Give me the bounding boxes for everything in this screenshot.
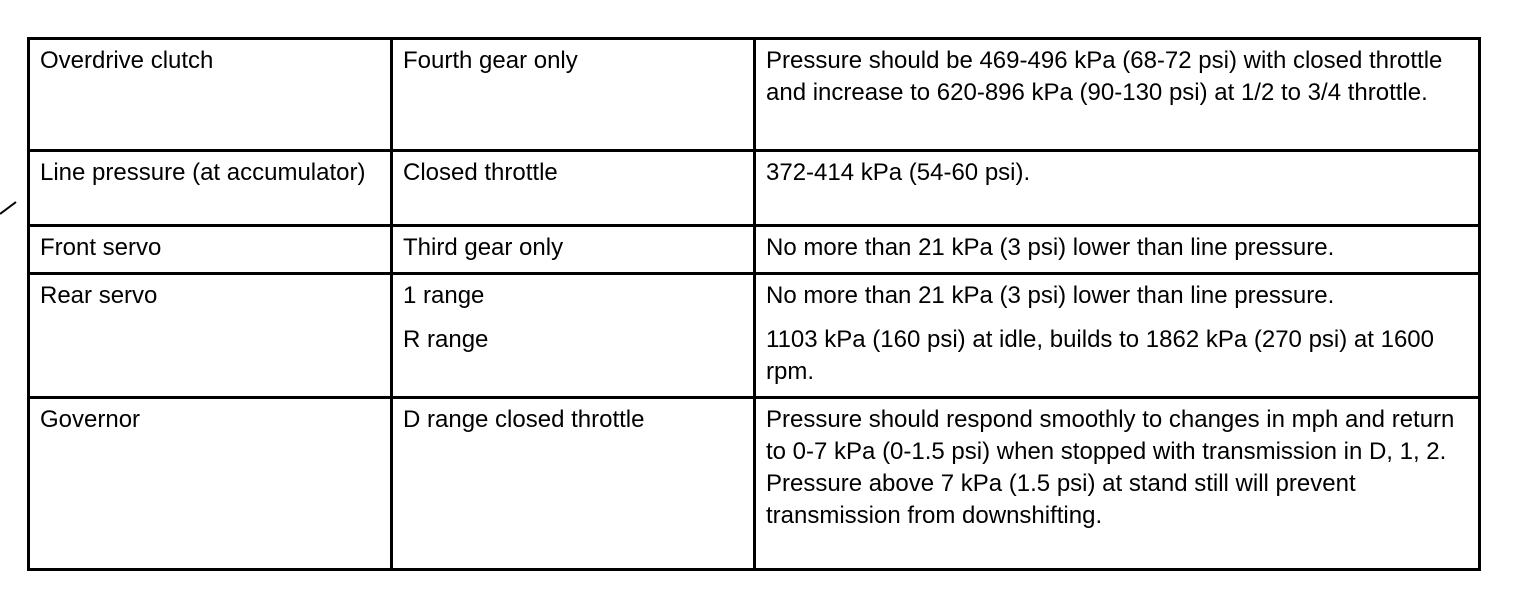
pressure-spec: Pressure should respond smoothly to changes in mph and return to 0-7 kPa (0-1.5 psi) when stopped with transmission in D, 1, 2. Pressure above 7 kPa (1.5 psi) at stand still will prevent transmission from downshifting. [766,406,1455,529]
condition-cell [392,274,755,398]
condition-label: D range closed throttle [403,406,645,433]
pressure-cell [755,274,1480,398]
condition-cell [392,226,755,274]
component-cell [29,398,392,570]
component-cell [29,151,392,226]
component-cell [29,39,392,151]
pressure-spec: 372-414 kPa (54-60 psi). [766,159,1031,186]
condition-cell [392,398,755,570]
pressure-spec-table [27,37,1481,571]
table-row [29,274,1480,398]
table-row [29,398,1480,570]
condition-label: Third gear only [403,234,564,261]
pressure-cell [755,39,1480,151]
condition-label: 1 range [403,282,485,309]
component-label: Governor [40,406,141,433]
table-row [29,151,1480,226]
margin-mark-icon [0,192,18,222]
component-label: Front servo [40,234,162,261]
condition-label: Closed throttle [403,159,558,186]
component-cell [29,226,392,274]
pressure-spec: Pressure should be 469-496 kPa (68-72 psi) with closed throttle and increase to 620-896 kPa (90-130 psi) at 1/2 to 3/4 throttle. [766,47,1443,106]
condition-cell [392,151,755,226]
pressure-cell [755,398,1480,570]
table-row [29,39,1480,151]
pressure-spec: No more than 21 kPa (3 psi) lower than line pressure. [766,282,1335,309]
condition-label: Fourth gear only [403,47,578,74]
pressure-spec: No more than 21 kPa (3 psi) lower than line pressure. [766,234,1335,261]
table-row [29,226,1480,274]
component-cell [29,274,392,398]
pressure-cell [755,226,1480,274]
condition-cell [392,39,755,151]
component-label: Overdrive clutch [40,47,214,74]
pressure-spec: 1103 kPa (160 psi) at idle, builds to 1862 kPa (270 psi) at 1600 rpm. [766,326,1434,385]
pressure-cell [755,151,1480,226]
condition-label: R range [403,326,489,353]
component-label: Line pressure (at accumulator) [40,159,366,186]
component-label: Rear servo [40,282,158,309]
